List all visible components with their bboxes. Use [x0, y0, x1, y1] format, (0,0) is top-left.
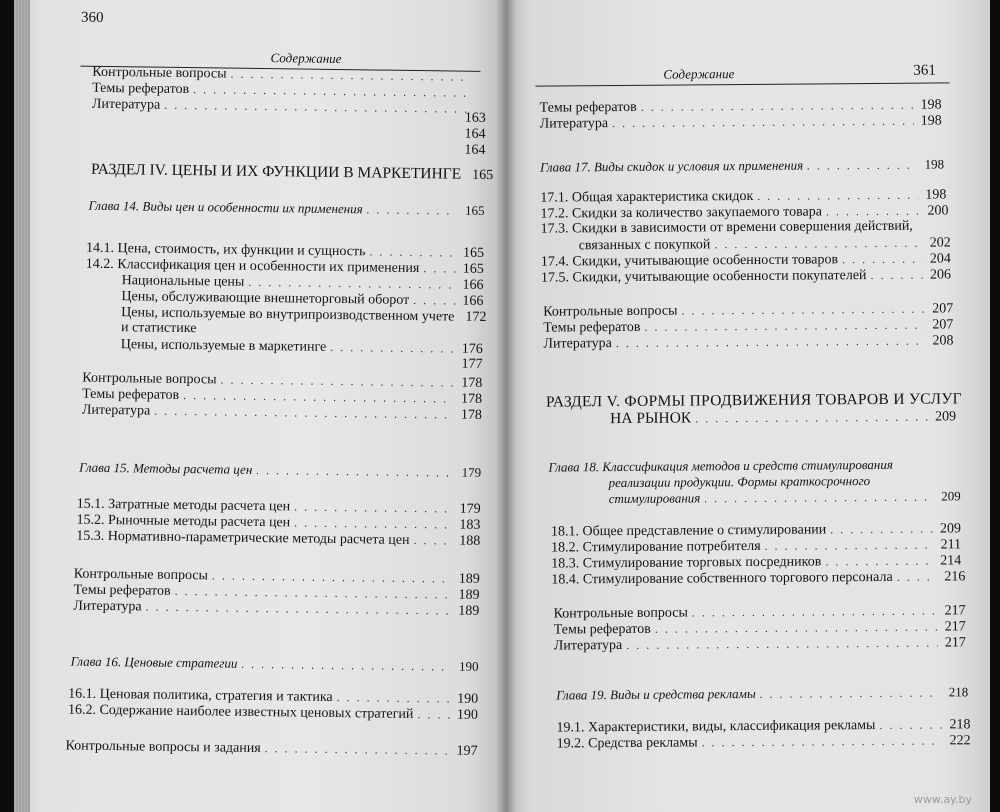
toc-page: 164 [464, 126, 486, 142]
toc-entry: 16.2. Содержание наиболее известных ценовых стратегий . . . 190 [68, 702, 478, 724]
chapter-heading: Глава 19. Виды и средства рекламы . . . 218 [556, 684, 968, 703]
toc-entry: 18.1. Общее представление о стимулировании . . . 209 [551, 520, 961, 540]
toc-page: 163 [464, 110, 486, 126]
left-page [14, 0, 506, 812]
toc-entry: Литература . . . 198 [540, 112, 942, 132]
toc-entry: 14.2. Классификация цен и особенности их применения . . . 165 [86, 256, 484, 278]
toc-entry: 18.3. Стимулирование торговых посредников . . . 214 [551, 552, 961, 572]
toc-entry: Литература . . . [92, 96, 472, 118]
toc-entry: 17.3. Скидки в зависимости от времени совершения действий, [540, 218, 913, 237]
toc-entry: Контрольные вопросы . . . 207 [543, 300, 953, 320]
chapter-heading: Глава 14. Виды цен и особенности их применения . . . 165 [89, 198, 485, 219]
running-head-right: Содержание [663, 66, 735, 82]
toc-entry: 18.2. Стимулирование потребителя . . . 211 [551, 536, 961, 556]
toc-entry: Литература . . . 208 [543, 332, 953, 352]
toc-page: 177 [461, 356, 483, 372]
toc-entry: Темы рефератов . . . 198 [540, 96, 942, 116]
toc-entry: Цены, используемые в маркетинге . . . 176 [121, 336, 483, 358]
chapter-heading: Глава 18. Классификация методов и средств стимулирования [548, 456, 893, 475]
toc-entry: 17.5. Скидки, учитывающие особенности покупателей . . . 206 [541, 266, 951, 286]
running-head-left: Содержание [270, 50, 342, 67]
toc-entry: Темы рефератов . . . 217 [554, 618, 966, 638]
toc-entry: 14.1. Цена, стоимость, их функции и сущность . . . 165 [86, 240, 484, 262]
toc-entry-continued: связанных с покупкой . . . 202 [579, 234, 951, 254]
chapter-heading: Глава 17. Виды скидок и условия их применения . . . 198 [540, 156, 944, 175]
chapter-heading: Глава 16. Ценовые стратегии . . . 190 [71, 654, 479, 675]
toc-entry: 15.2. Рыночные методы расчета цен . . . 183 [76, 512, 480, 534]
toc-entry: Цены, используемые во внутрипроизводственном учете . . . 172 [121, 304, 483, 326]
chapter-heading-continued: стимулирования . . . 209 [609, 488, 961, 507]
toc-entry: Литература . . . 217 [554, 634, 966, 654]
toc-entry: Литература . . . 178 [82, 402, 482, 424]
toc-entry: Контрольные вопросы . . . 189 [74, 566, 480, 588]
watermark: www.ay.by [913, 793, 972, 806]
toc-entry: Контрольные вопросы . . . 178 [82, 370, 482, 392]
toc-entry-continued: и статистике [120, 320, 197, 337]
toc-entry: 17.4. Скидки, учитывающие особенности товаров . . . 204 [541, 250, 951, 270]
toc-entry: 19.2. Средства рекламы . . . 222 [557, 732, 971, 752]
toc-page: 164 [464, 142, 486, 158]
toc-entry: 17.1. Общая характеристика скидок . . . 198 [540, 186, 946, 206]
chapter-heading: Глава 15. Методы расчета цен . . . 179 [79, 460, 481, 481]
section-heading: РАЗДЕЛ IV. ЦЕНЫ И ИХ ФУНКЦИИ В МАРКЕТИНГЕ . . . 165 [91, 162, 487, 184]
toc-entry: 19.1. Характеристики, виды, классификация рекламы . . . 218 [556, 716, 970, 736]
toc-entry: Темы рефератов . . . 207 [543, 316, 953, 336]
right-page [506, 0, 990, 812]
toc-entry: Цены, обслуживающие внешнеторговый оборот . . . 166 [121, 288, 483, 310]
toc-entry: Темы рефератов . . . 178 [82, 386, 482, 408]
toc-entry: 15.3. Нормативно-параметрические методы расчета цен . . . 188 [76, 528, 480, 550]
page-number-right: 361 [913, 62, 936, 79]
toc-entry: Национальные цены . . . 166 [122, 272, 484, 294]
toc-entry: Контрольные вопросы и задания . . . 197 [65, 737, 477, 759]
toc-entry: 16.1. Ценовая политика, стратегия и тактика . . . 190 [68, 686, 478, 708]
toc-entry: Литература . . . 189 [73, 598, 479, 620]
section-heading: РАЗДЕЛ V. ФОРМЫ ПРОДВИЖЕНИЯ ТОВАРОВ И УСЛУГ [545, 390, 962, 411]
toc-entry: 17.2. Скидки за количество закупаемого товара . . . 200 [540, 202, 948, 222]
section-heading-continued: НА РЫНОК . . . 209 [610, 408, 956, 428]
toc-entry: Темы рефератов . . . [92, 80, 472, 102]
page-number-left: 360 [80, 9, 104, 26]
header-rule-right [535, 82, 949, 86]
chapter-heading-continued: реализации продукции. Формы краткосрочного [608, 473, 871, 491]
toc-entry: Контрольные вопросы . . . 217 [554, 602, 966, 622]
toc-entry: 15.1. Затратные методы расчета цен . . . 179 [77, 496, 481, 518]
toc-entry: Контрольные вопросы . . . [92, 64, 472, 86]
toc-entry: Темы рефератов . . . 189 [73, 582, 479, 604]
toc-entry: 18.4. Стимулирование собственного торгового персонала . . . 216 [551, 568, 965, 588]
